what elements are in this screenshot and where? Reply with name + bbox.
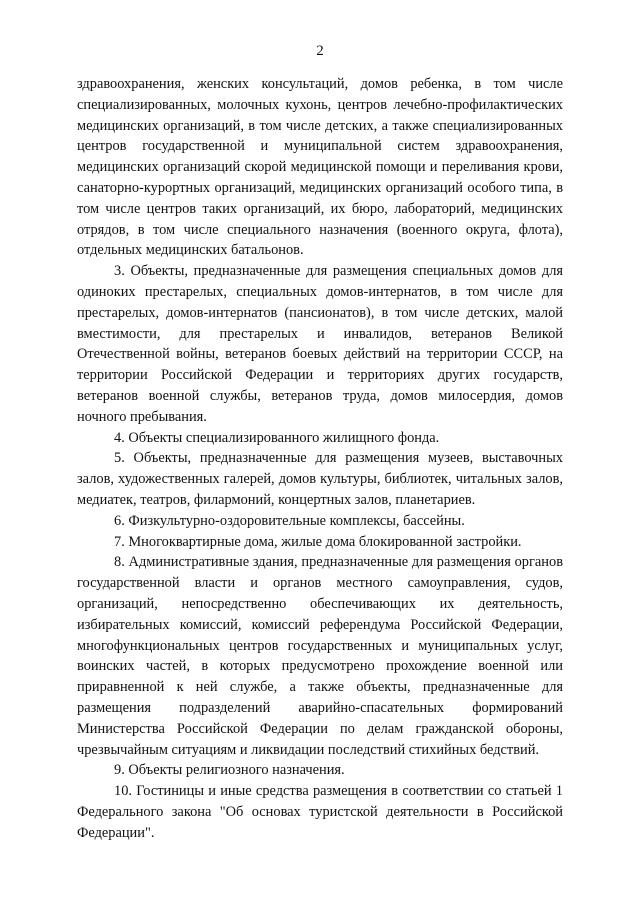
paragraph-item-10: 10. Гостиницы и иные средства размещения в соответствии со статьей 1 Федерального закона "Об основах туристской деятельности в Российской Федерации". <box>77 783 563 841</box>
paragraph-item-4: 4. Объекты специализированного жилищного фонда. <box>114 429 440 446</box>
paragraph-item-5: 5. Объекты, предназначенные для размещения музеев, выставочных залов, художественных галерей, домов культуры, библиотек, читальных залов, медиатек, театров, филармоний, концертных залов, планетариев. <box>77 450 563 508</box>
paragraph-item-8: 8. Административные здания, предназначенные для размещения органов государственной власти и органов местного самоуправления, судов, организаций, непосредственно обеспечивающих их деятельность, избирательных комиссий, комиссий референдума Российской Федерации, многофункциональных центров государственных и муниципальных услуг, воинских частей, в которых предусмотрено прохождение военной или приравненной к ней службе, а также объекты, предназначенные для размещения подразделений аварийно-спасательных формирований Министерства Российской Федерации по делам гражданской обороны, чрезвычайным ситуациям и ликвидации последствий стихийных бедствий. <box>77 554 563 758</box>
paragraph-item-9: 9. Объекты религиозного назначения. <box>114 762 345 779</box>
paragraph-item-7: 7. Многоквартирные дома, жилые дома блокированной застройки. <box>114 533 522 550</box>
paragraph-item-3: 3. Объекты, предназначенные для размещения специальных домов для одиноких престарелых, специальных домов-интернатов, в том числе для престарелых, домов-интернатов (пансионатов), в том числе детских, малой вместимости, для престарелых и инвалидов, ветеранов Великой Отечественной войны, ветеранов боевых действий на территории СССР, на территории Российской Федерации и территориях других государств, ветеранов военной службы, ветеранов труда, домов милосердия, домов ночного пребывания. <box>77 263 563 425</box>
paragraph-item-6: 6. Физкультурно-оздоровительные комплексы, бассейны. <box>114 512 465 529</box>
paragraph-continuation: здравоохранения, женских консультаций, домов ребенка, в том числе специализированных, молочных кухонь, центров лечебно-профилактических медицинских организаций, в том числе детских, а также специализированных центров государственной и муниципальной систем здравоохранения, медицинских организаций скорой медицинской помощи и переливания крови, санаторно-курортных организаций, медицинских организаций особого типа, в том числе центров таких организаций, их бюро, лабораторий, медицинских отрядов, в том числе специального назначения (военного округа, флота), отдельных медицинских батальонов. <box>77 76 563 259</box>
document-body <box>77 74 563 843</box>
page-number: 2 <box>316 43 324 59</box>
